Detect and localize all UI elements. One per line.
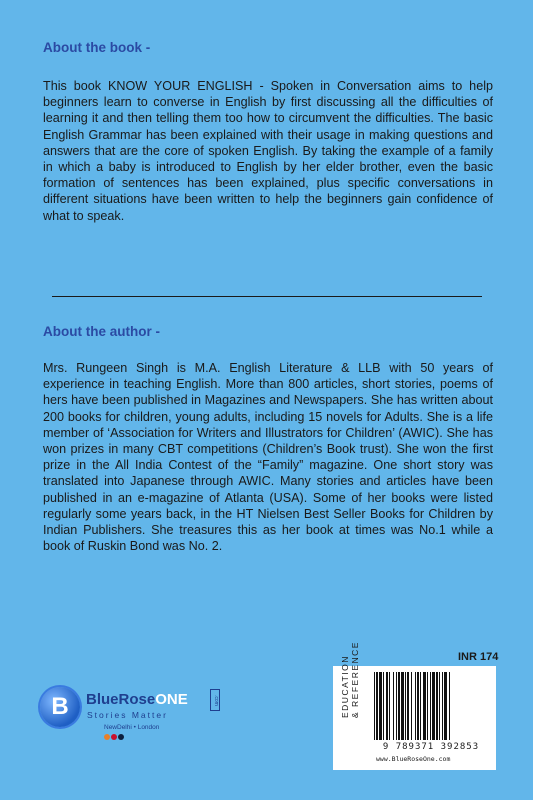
- publisher-logo: [40, 685, 240, 745]
- india-flag-icon: [104, 734, 110, 740]
- about-author-text: Mrs. Rungeen Singh is M.A. English Literature & LLB with 50 years of experience in teaching English. More than 800 articles, short stories, poems of hers have been published in Magazines and Newspapers. She has written about 200 books for children, young adults, including 15 novels for Adults. She is a life member of ‘Association for Writers and Illustrators for Children’ (AWIC). She has won prizes in many CBT competitions (Children’s Book trust). She won the first prize in the All India Contest of the “Family” magazine. One short story was translated into Japanese through AWIC. Many stories and articles have been published in an e-magazine of Atlanta (USA). Some of her books were listed regularly some years back, in the HT Nielsen Best Seller Books for Children by Indian Publishers. She treasures this as her book at times was No.1 while a book of Ruskin Bond was No. 2.: [43, 361, 493, 554]
- publisher-name-part2: ONE: [155, 691, 188, 708]
- website-url: www.BlueRoseOne.com: [376, 755, 451, 763]
- uk-flag-icon: [111, 734, 117, 740]
- about-book-heading: About the book -: [43, 40, 151, 55]
- isbn-barcode: [372, 672, 490, 740]
- publisher-name: [86, 691, 188, 708]
- category-label: [340, 641, 360, 718]
- section-divider: [52, 296, 482, 297]
- publisher-name-part1: BlueRose: [86, 691, 156, 708]
- us-flag-icon: [118, 734, 124, 740]
- category-line-2: & REFERENCE: [350, 641, 360, 718]
- category-line-1: EDUCATION: [340, 655, 350, 718]
- publisher-tagline: Stories Matter: [87, 710, 168, 720]
- about-author-heading: About the author -: [43, 324, 160, 339]
- flag-icons: [104, 734, 125, 742]
- price-label: INR 174: [458, 651, 499, 663]
- isbn-digits: 9 789371 392853: [382, 742, 480, 752]
- logo-letter: B: [51, 693, 69, 720]
- publisher-name-suffix: .com: [210, 689, 220, 711]
- about-book-text: This book KNOW YOUR ENGLISH - Spoken in Conversation aims to help beginners learn to converse in English by first discussing all the difficulties of learning it and then telling them too how to circumvent the difficulties. The basic English Grammar has been explained with their usage in making questions and answers that are the core of spoken English. By taking the example of a family in which a baby is introduced to English by her elder brother, even the basic formation of sentences has been explained, plus specific conversations in different situations have been written to help the beginners gain confidence of what to speak.: [43, 79, 493, 223]
- publisher-cities: NewDelhi • London: [104, 724, 160, 731]
